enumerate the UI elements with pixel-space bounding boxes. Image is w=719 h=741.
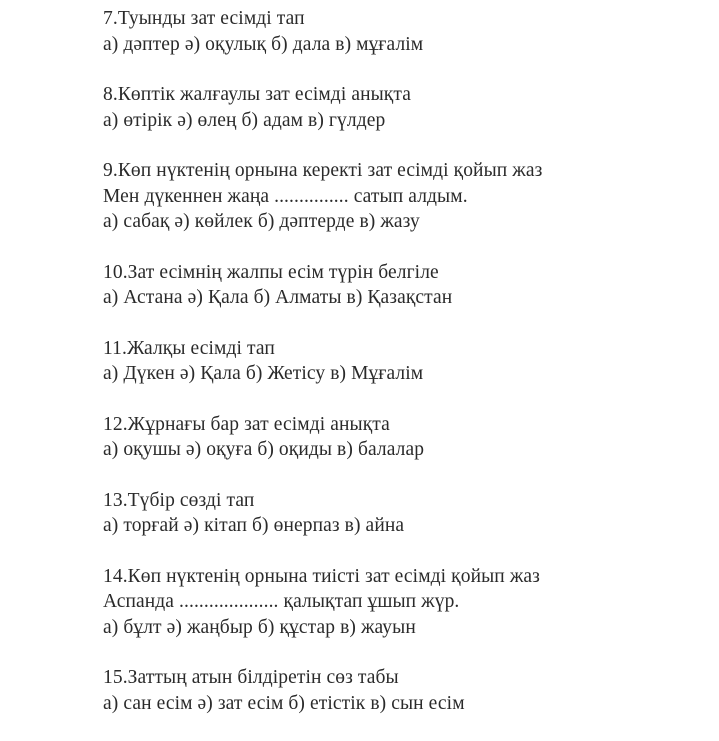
question-list xyxy=(103,6,713,741)
question-14-prompt: 14.Көп нүктенің орнына тиісті зат есімді қойып жаз xyxy=(103,565,540,587)
question-15-prompt: 15.Заттың атын білдіретін сөз табы xyxy=(103,667,399,688)
question-9-sentence: Мен дүкеннен жаңа ............... сатып алдым. xyxy=(103,185,468,207)
question-12 xyxy=(103,412,713,463)
question-10-options: а) Астана ә) Қала б) Алматы в) Қазақстан xyxy=(103,287,453,308)
question-8 xyxy=(103,82,713,133)
question-8-options: а) өтірік ә) өлең б) адам в) гүлдер xyxy=(103,109,386,131)
question-14-options: а) бұлт ә) жаңбыр б) құстар в) жауын xyxy=(103,616,416,638)
question-11 xyxy=(103,336,713,387)
question-7-options: а) дәптер ә) оқулық б) дала в) мұғалім xyxy=(103,33,424,55)
question-10 xyxy=(103,260,713,311)
question-12-options: а) оқушы ә) оқуға б) оқиды в) балалар xyxy=(103,439,425,460)
question-9 xyxy=(103,158,713,235)
question-13 xyxy=(103,488,713,539)
question-15 xyxy=(103,665,713,716)
question-13-prompt: 13.Түбір сөзді тап xyxy=(103,489,255,511)
question-9-options: а) сабақ ә) көйлек б) дәптерде в) жазу xyxy=(103,211,420,232)
question-7-prompt: 7.Туынды зат есімді тап xyxy=(103,8,305,29)
question-7 xyxy=(103,6,713,57)
question-14 xyxy=(103,564,713,641)
question-15-options: а) сан есім ә) зат есім б) етістік в) сын есім xyxy=(103,692,465,714)
question-13-options: а) торғай ә) кітап б) өнерпаз в) айна xyxy=(103,515,405,536)
question-9-prompt: 9.Көп нүктенің орнына керекті зат есімді қойып жаз xyxy=(103,160,543,181)
question-12-prompt: 12.Жұрнағы бар зат есімді анықта xyxy=(103,413,390,435)
question-11-prompt: 11.Жалқы есімді тап xyxy=(103,337,275,359)
question-11-options: а) Дүкен ә) Қала б) Жетісу в) Мұғалім xyxy=(103,363,424,384)
question-10-prompt: 10.Зат есімнің жалпы есім түрін белгіле xyxy=(103,261,439,283)
question-14-sentence: Аспанда .................... қалықтап ұшып жүр. xyxy=(103,591,460,612)
question-8-prompt: 8.Көптік жалғаулы зат есімді анықта xyxy=(103,84,411,105)
